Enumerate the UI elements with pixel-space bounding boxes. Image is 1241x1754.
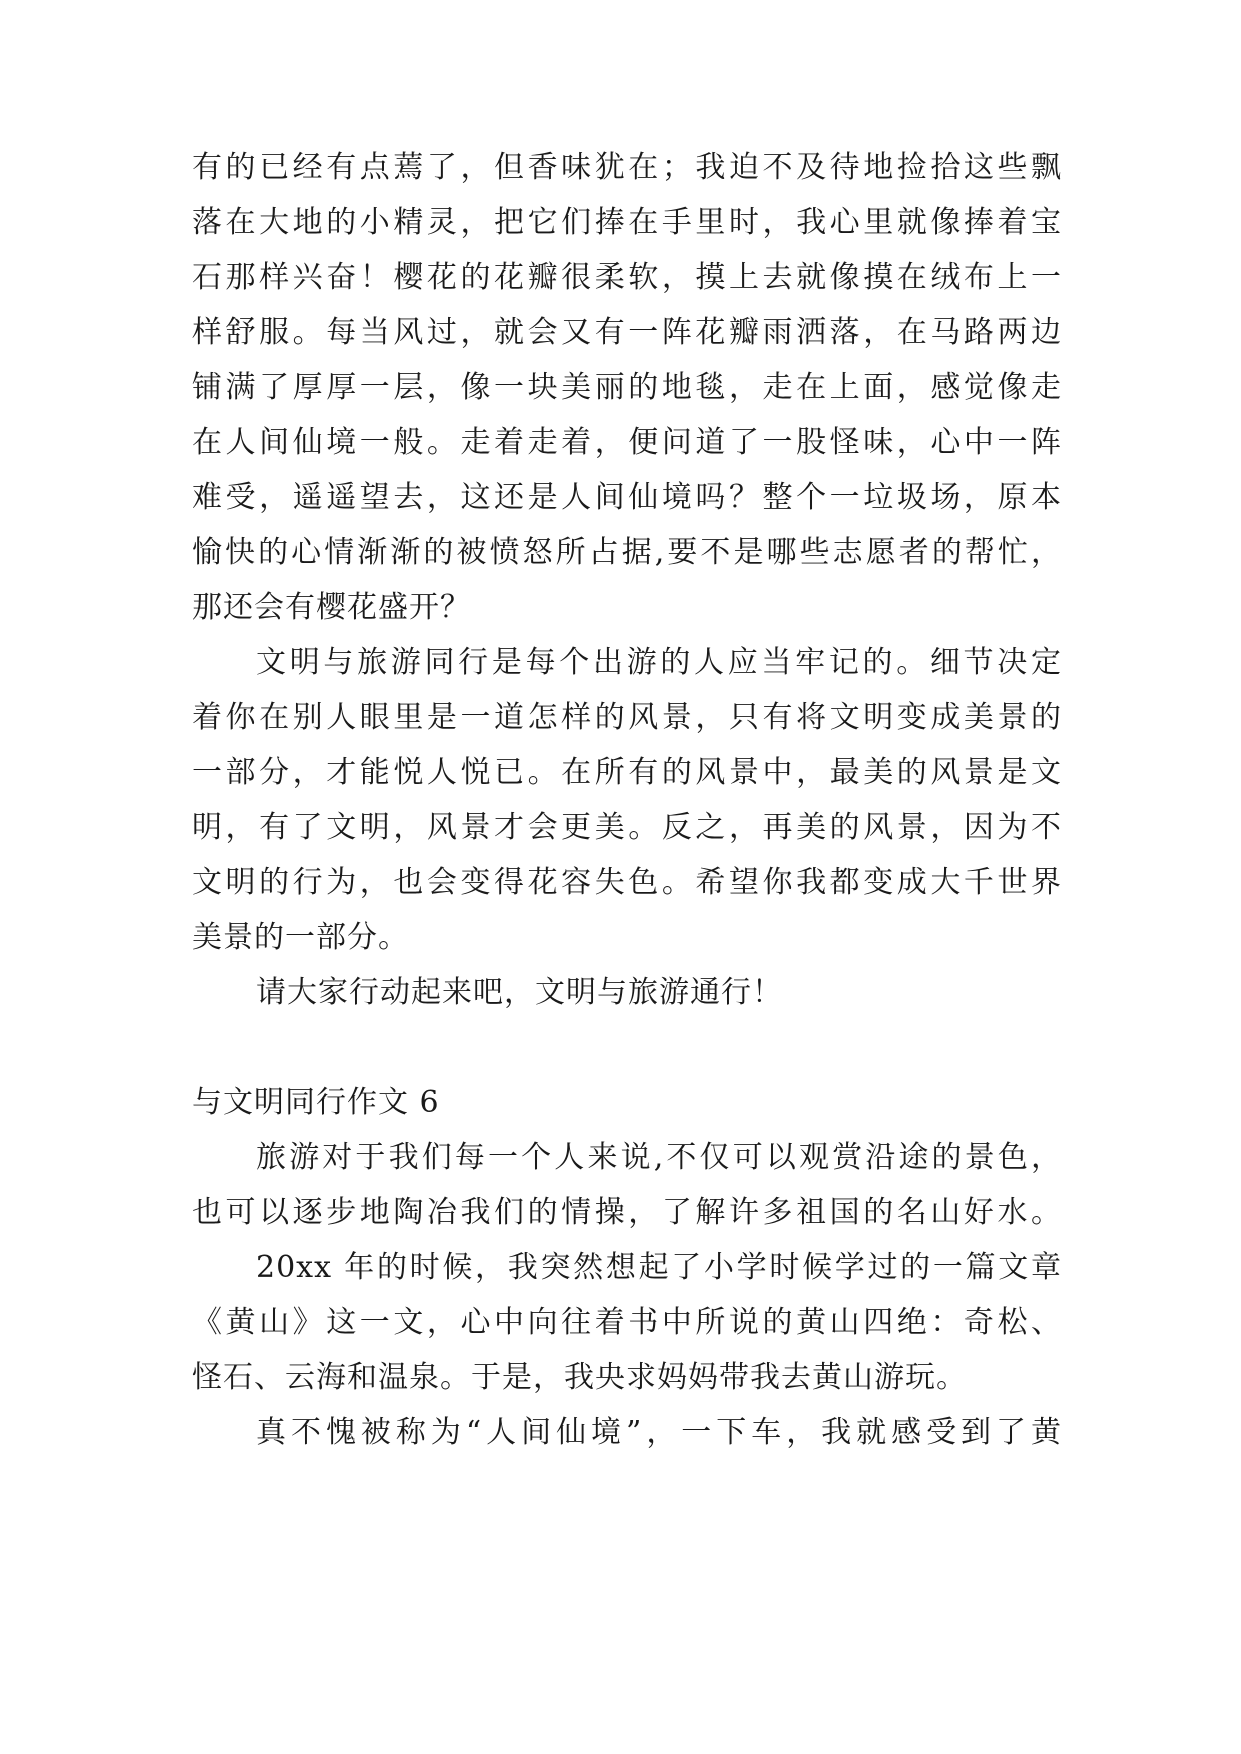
paragraph-line: 文明与旅游同行是每个出游的人应当牢记的。细节决定 <box>256 645 1062 680</box>
paragraph-line: 真不愧被称为“人间仙境”，一下车，我就感受到了黄 <box>256 1415 1062 1450</box>
paragraph-line: 《黄山》这一文，心中向往着书中所说的黄山四绝：奇松、 <box>192 1305 1062 1340</box>
paragraph-line: 铺满了厚厚一层，像一块美丽的地毯，走在上面，感觉像走 <box>192 370 1062 405</box>
paragraph-line: 那还会有樱花盛开？ <box>192 590 471 625</box>
paragraph-line: 愉快的心情渐渐的被愤怒所占据,要不是哪些志愿者的帮忙， <box>192 535 1062 570</box>
paragraph-line: 一部分，才能悦人悦已。在所有的风景中，最美的风景是文 <box>192 755 1062 790</box>
paragraph-line: 石那样兴奋！樱花的花瓣很柔软，摸上去就像摸在绒布上一 <box>192 260 1062 295</box>
paragraph-line: 样舒服。每当风过，就会又有一阵花瓣雨洒落，在马路两边 <box>192 315 1062 350</box>
paragraph-line: 着你在别人眼里是一道怎样的风景，只有将文明变成美景的 <box>192 700 1062 735</box>
paragraph-line: 文明的行为，也会变得花容失色。希望你我都变成大千世界 <box>192 865 1062 900</box>
paragraph-line: 落在大地的小精灵，把它们捧在手里时，我心里就像捧着宝 <box>192 205 1062 240</box>
paragraph-line: 20xx 年的时候，我突然想起了小学时候学过的一篇文章 <box>256 1250 1062 1285</box>
paragraph-line: 也可以逐步地陶冶我们的情操，了解许多祖国的名山好水。 <box>192 1195 1062 1230</box>
paragraph-line: 在人间仙境一般。走着走着，便问道了一股怪味，心中一阵 <box>192 425 1062 460</box>
paragraph-line: 有的已经有点蔫了，但香味犹在；我迫不及待地捡拾这些飘 <box>192 150 1062 185</box>
section-heading: 与文明同行作文 6 <box>192 1085 440 1120</box>
paragraph-line: 怪石、云海和温泉。于是，我央求妈妈带我去黄山游玩。 <box>192 1360 967 1395</box>
paragraph-line: 美景的一部分。 <box>192 920 409 955</box>
paragraph-line: 旅游对于我们每一个人来说,不仅可以观赏沿途的景色， <box>256 1140 1062 1175</box>
paragraph-line: 难受，遥遥望去，这还是人间仙境吗？整个一垃圾场，原本 <box>192 480 1062 515</box>
paragraph-line: 请大家行动起来吧，文明与旅游通行！ <box>256 975 783 1010</box>
paragraph-line: 明，有了文明，风景才会更美。反之，再美的风景，因为不 <box>192 810 1062 845</box>
